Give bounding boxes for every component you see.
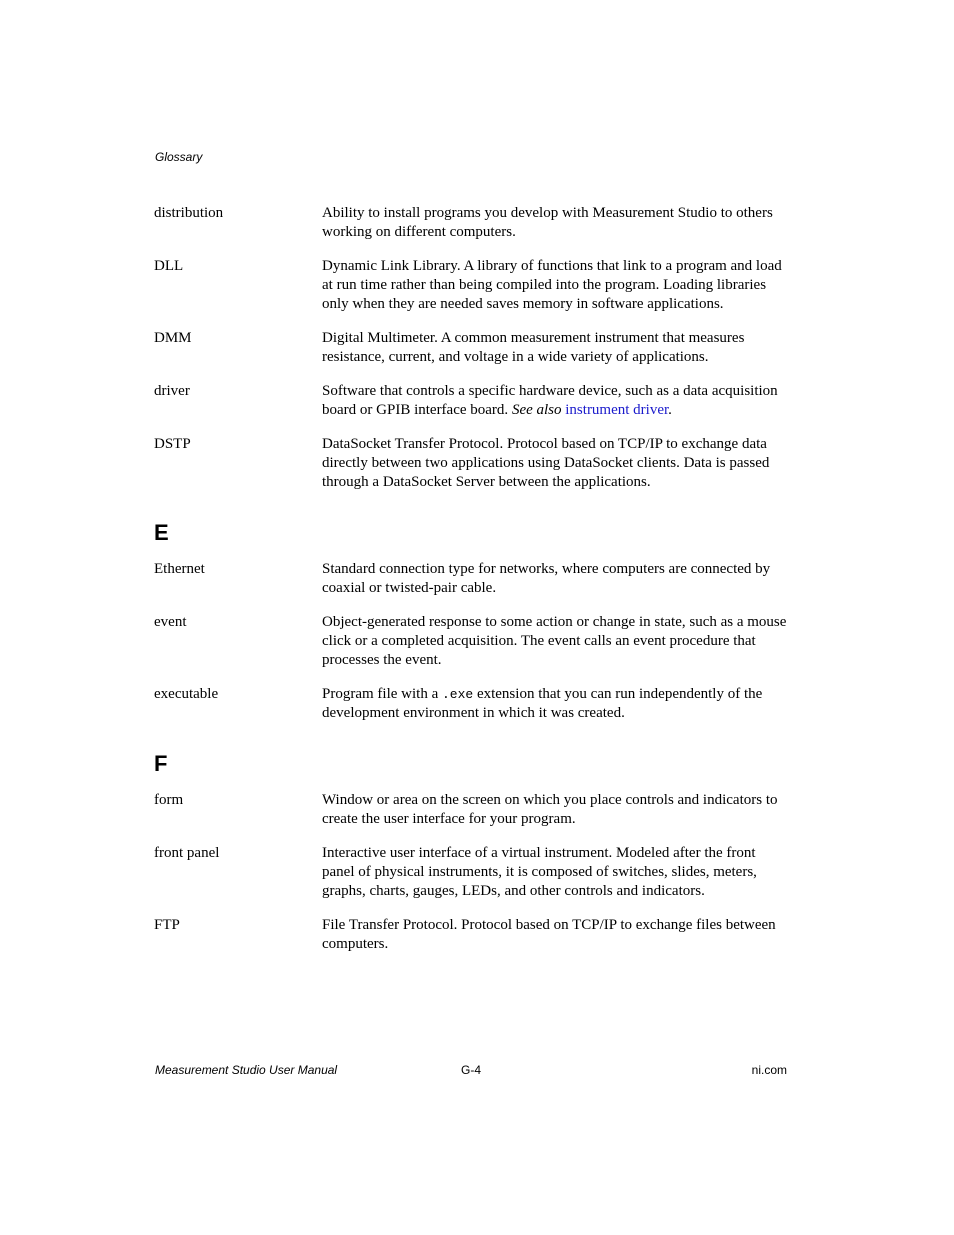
definition-text: Program file with a bbox=[322, 686, 442, 702]
glossary-entry bbox=[154, 435, 794, 492]
glossary-term: DMM bbox=[154, 330, 192, 346]
glossary-term: driver bbox=[154, 383, 190, 399]
glossary-entry bbox=[154, 916, 794, 954]
glossary-entry bbox=[154, 204, 794, 242]
glossary-term: front panel bbox=[154, 845, 220, 861]
glossary-definition: Ability to install programs you develop with Measurement Studio to others working on different computers. bbox=[322, 205, 773, 240]
glossary-definition: Standard connection type for networks, where computers are connected by coaxial or twisted-pair cable. bbox=[322, 561, 771, 596]
glossary-definition: Interactive user interface of a virtual instrument. Modeled after the front panel of physical instruments, it is composed of switches, slides, meters, graphs, charts, gauges, LEDs, and other controls and indicators. bbox=[322, 845, 757, 899]
footer-website: ni.com bbox=[751, 1063, 787, 1077]
see-also-label: See also bbox=[511, 402, 562, 418]
glossary-term: FTP bbox=[154, 917, 180, 933]
glossary-definition: Digital Multimeter. A common measurement instrument that measures resistance, current, and voltage in a wide variety of applications. bbox=[322, 330, 745, 365]
cross-reference-link[interactable]: instrument driver bbox=[565, 402, 669, 418]
glossary-entry bbox=[154, 560, 794, 598]
code-literal: .exe bbox=[441, 687, 474, 702]
section-heading-e: E bbox=[154, 520, 169, 545]
glossary-content bbox=[154, 204, 794, 969]
glossary-entry bbox=[154, 685, 794, 723]
definition-punctuation: . bbox=[668, 402, 672, 418]
glossary-definition bbox=[322, 685, 788, 723]
glossary-definition: File Transfer Protocol. Protocol based on TCP/IP to exchange files between computers. bbox=[322, 917, 776, 952]
section-heading-f: F bbox=[154, 751, 168, 776]
footer-manual-title: Measurement Studio User Manual bbox=[155, 1063, 338, 1077]
footer-page-number: G-4 bbox=[461, 1063, 482, 1077]
glossary-definition: Object-generated response to some action or change in state, such as a mouse click or a completed acquisition. The event calls an event procedure that processes the event. bbox=[322, 614, 787, 668]
glossary-term: DLL bbox=[154, 258, 184, 274]
glossary-term: event bbox=[154, 614, 187, 630]
glossary-entry bbox=[154, 613, 794, 670]
glossary-entry bbox=[154, 382, 794, 420]
glossary-term: distribution bbox=[154, 205, 224, 221]
definition-text: Software that controls a specific hardware device, such as a data acquisition board or GPIB interface board. bbox=[322, 383, 778, 418]
glossary-entry bbox=[154, 844, 794, 901]
glossary-term: DSTP bbox=[154, 436, 191, 452]
glossary-entry bbox=[154, 257, 794, 314]
glossary-term: form bbox=[154, 792, 184, 808]
glossary-definition: Window or area on the screen on which you place controls and indicators to create the user interface for your program. bbox=[322, 792, 778, 827]
glossary-entry bbox=[154, 329, 794, 367]
glossary-definition: Dynamic Link Library. A library of functions that link to a program and load at run time rather than being compiled into the program. Loading libraries only when they are needed saves memory in software applications. bbox=[322, 258, 782, 312]
glossary-term: executable bbox=[154, 686, 219, 702]
glossary-definition: DataSocket Transfer Protocol. Protocol based on TCP/IP to exchange data directly between two applications using DataSocket clients. Data is passed through a DataSocket Server between the applications. bbox=[322, 436, 770, 490]
glossary-entry bbox=[154, 791, 794, 829]
glossary-term: Ethernet bbox=[154, 561, 205, 577]
glossary-definition bbox=[322, 382, 788, 420]
definition-text: extension that you can run independently of the development environment in which it was created. bbox=[322, 686, 763, 721]
running-header: Glossary bbox=[155, 150, 203, 164]
